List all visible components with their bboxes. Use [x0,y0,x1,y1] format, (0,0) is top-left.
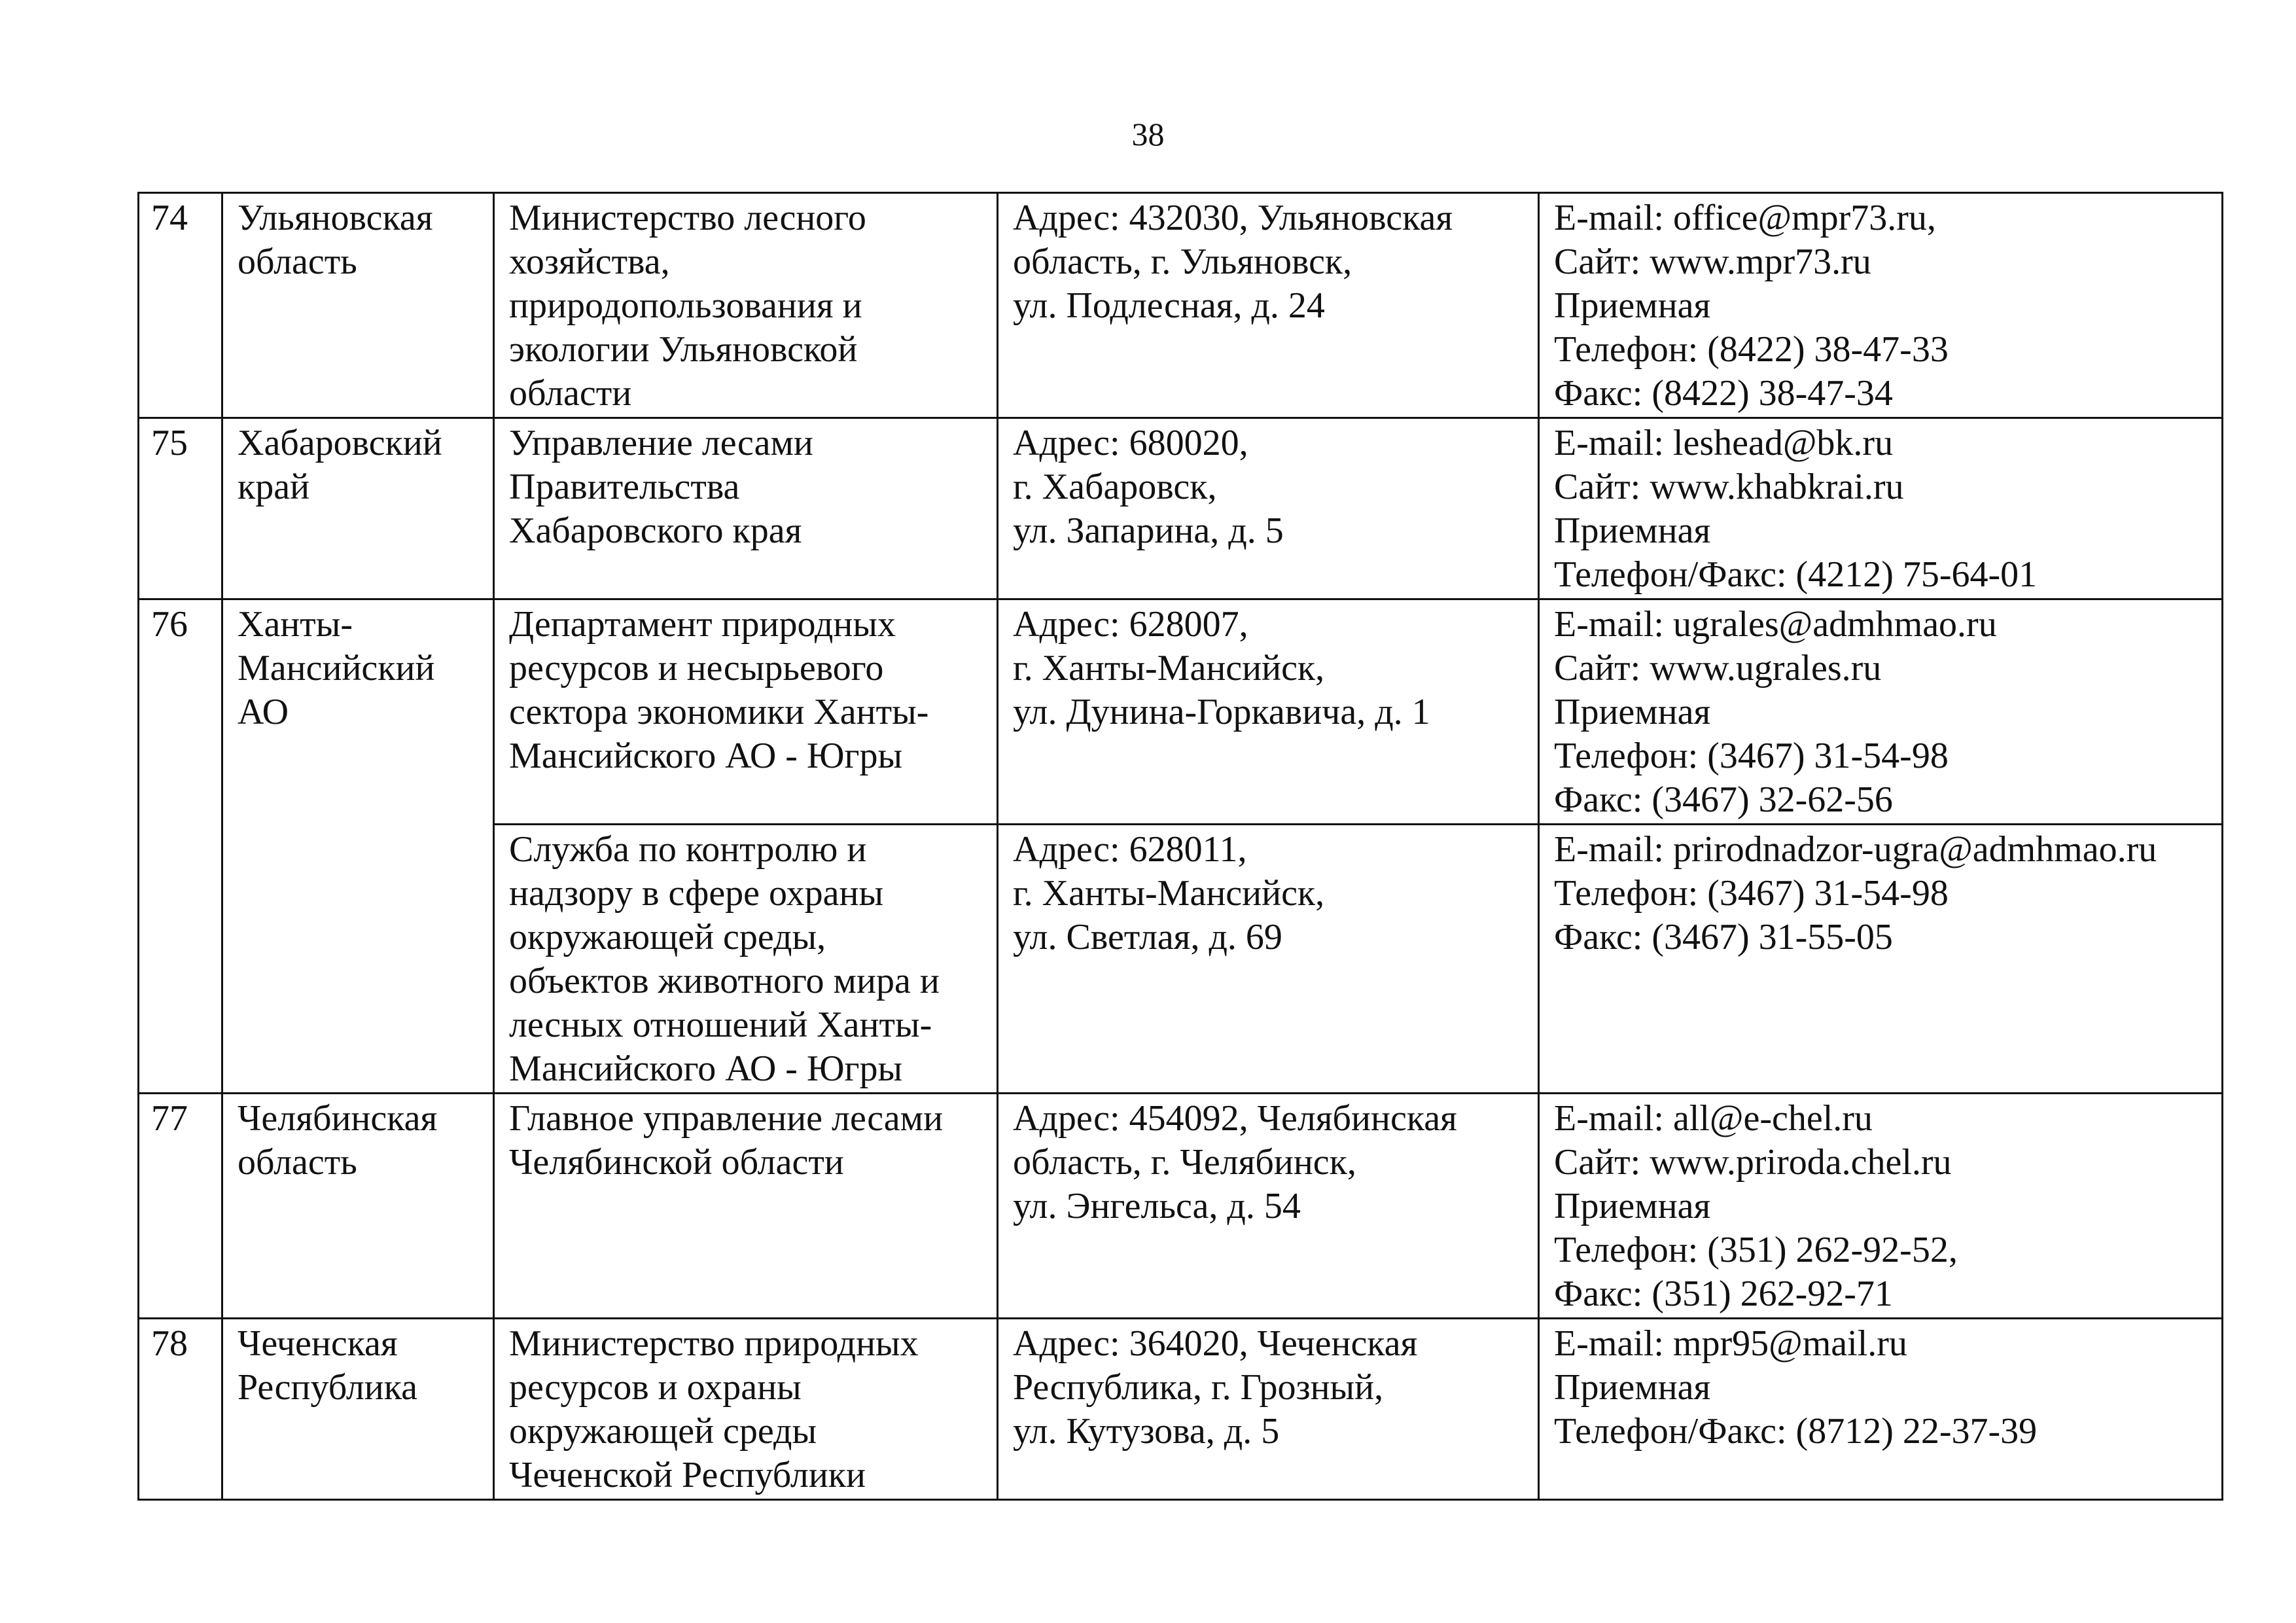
agency-contacts: E-mail: ugrales@admhmao.ru Сайт: www.ugrales.ru Приемная Телефон: (3467) 31-54-98 Факс: (3467) 32-62-56 [1539,599,2223,825]
row-number: 77 [139,1094,222,1319]
table-row [139,599,2223,825]
table-row [139,1094,2223,1319]
table-row [139,193,2223,418]
row-number: 76 [139,599,222,1094]
agency-name: Управление лесами Правительства Хабаровского края [494,418,998,599]
region-name: Хабаровский край [222,418,494,599]
agency-address: Адрес: 680020, г. Хабаровск, ул. Запарина, д. 5 [998,418,1539,599]
agency-name: Министерство природных ресурсов и охраны окружающей среды Чеченской Республики [494,1319,998,1500]
row-number: 74 [139,193,222,418]
region-name: Ульяновская область [222,193,494,418]
agency-name: Министерство лесного хозяйства, природопользования и экологии Ульяновской области [494,193,998,418]
agency-address: Адрес: 628007, г. Ханты-Мансийск, ул. Дунина-Горкавича, д. 1 [998,599,1539,825]
region-name: Челябинская область [222,1094,494,1319]
agency-address: Адрес: 454092, Челябинская область, г. Челябинск, ул. Энгельса, д. 54 [998,1094,1539,1319]
agency-name: Департамент природных ресурсов и несырьевого сектора экономики Ханты- Мансийского АО - Югры [494,599,998,825]
agency-name: Служба по контролю и надзору в сфере охраны окружающей среды, объектов животного мира и лесных отношений Ханты- Мансийского АО - Югры [494,825,998,1094]
agency-address: Адрес: 432030, Ульяновская область, г. Ульяновск, ул. Подлесная, д. 24 [998,193,1539,418]
agency-contacts: E-mail: prirodnadzor-ugra@admhmao.ru Телефон: (3467) 31-54-98 Факс: (3467) 31-55-05 [1539,825,2223,1094]
page-number: 38 [1131,116,1165,152]
agency-name: Главное управление лесами Челябинской области [494,1094,998,1319]
table-row [139,1319,2223,1500]
row-number: 78 [139,1319,222,1500]
agency-contacts: E-mail: office@mpr73.ru, Сайт: www.mpr73.ru Приемная Телефон: (8422) 38-47-33 Факс: (8422) 38-47-34 [1539,193,2223,418]
agency-contacts: E-mail: all@e-chel.ru Сайт: www.priroda.chel.ru Приемная Телефон: (351) 262-92-52, Факс: (351) 262-92-71 [1539,1094,2223,1319]
agency-contacts: E-mail: mpr95@mail.ru Приемная Телефон/Факс: (8712) 22-37-39 [1539,1319,2223,1500]
agency-address: Адрес: 364020, Чеченская Республика, г. Грозный, ул. Кутузова, д. 5 [998,1319,1539,1500]
region-name: Ханты- Мансийский АО [222,599,494,1094]
row-number: 75 [139,418,222,599]
forestry-agencies-table [137,192,2223,1501]
agency-address: Адрес: 628011, г. Ханты-Мансийск, ул. Светлая, д. 69 [998,825,1539,1094]
table-row [139,418,2223,599]
agency-contacts: E-mail: leshead@bk.ru Сайт: www.khabkrai.ru Приемная Телефон/Факс: (4212) 75-64-01 [1539,418,2223,599]
region-name: Чеченская Республика [222,1319,494,1500]
